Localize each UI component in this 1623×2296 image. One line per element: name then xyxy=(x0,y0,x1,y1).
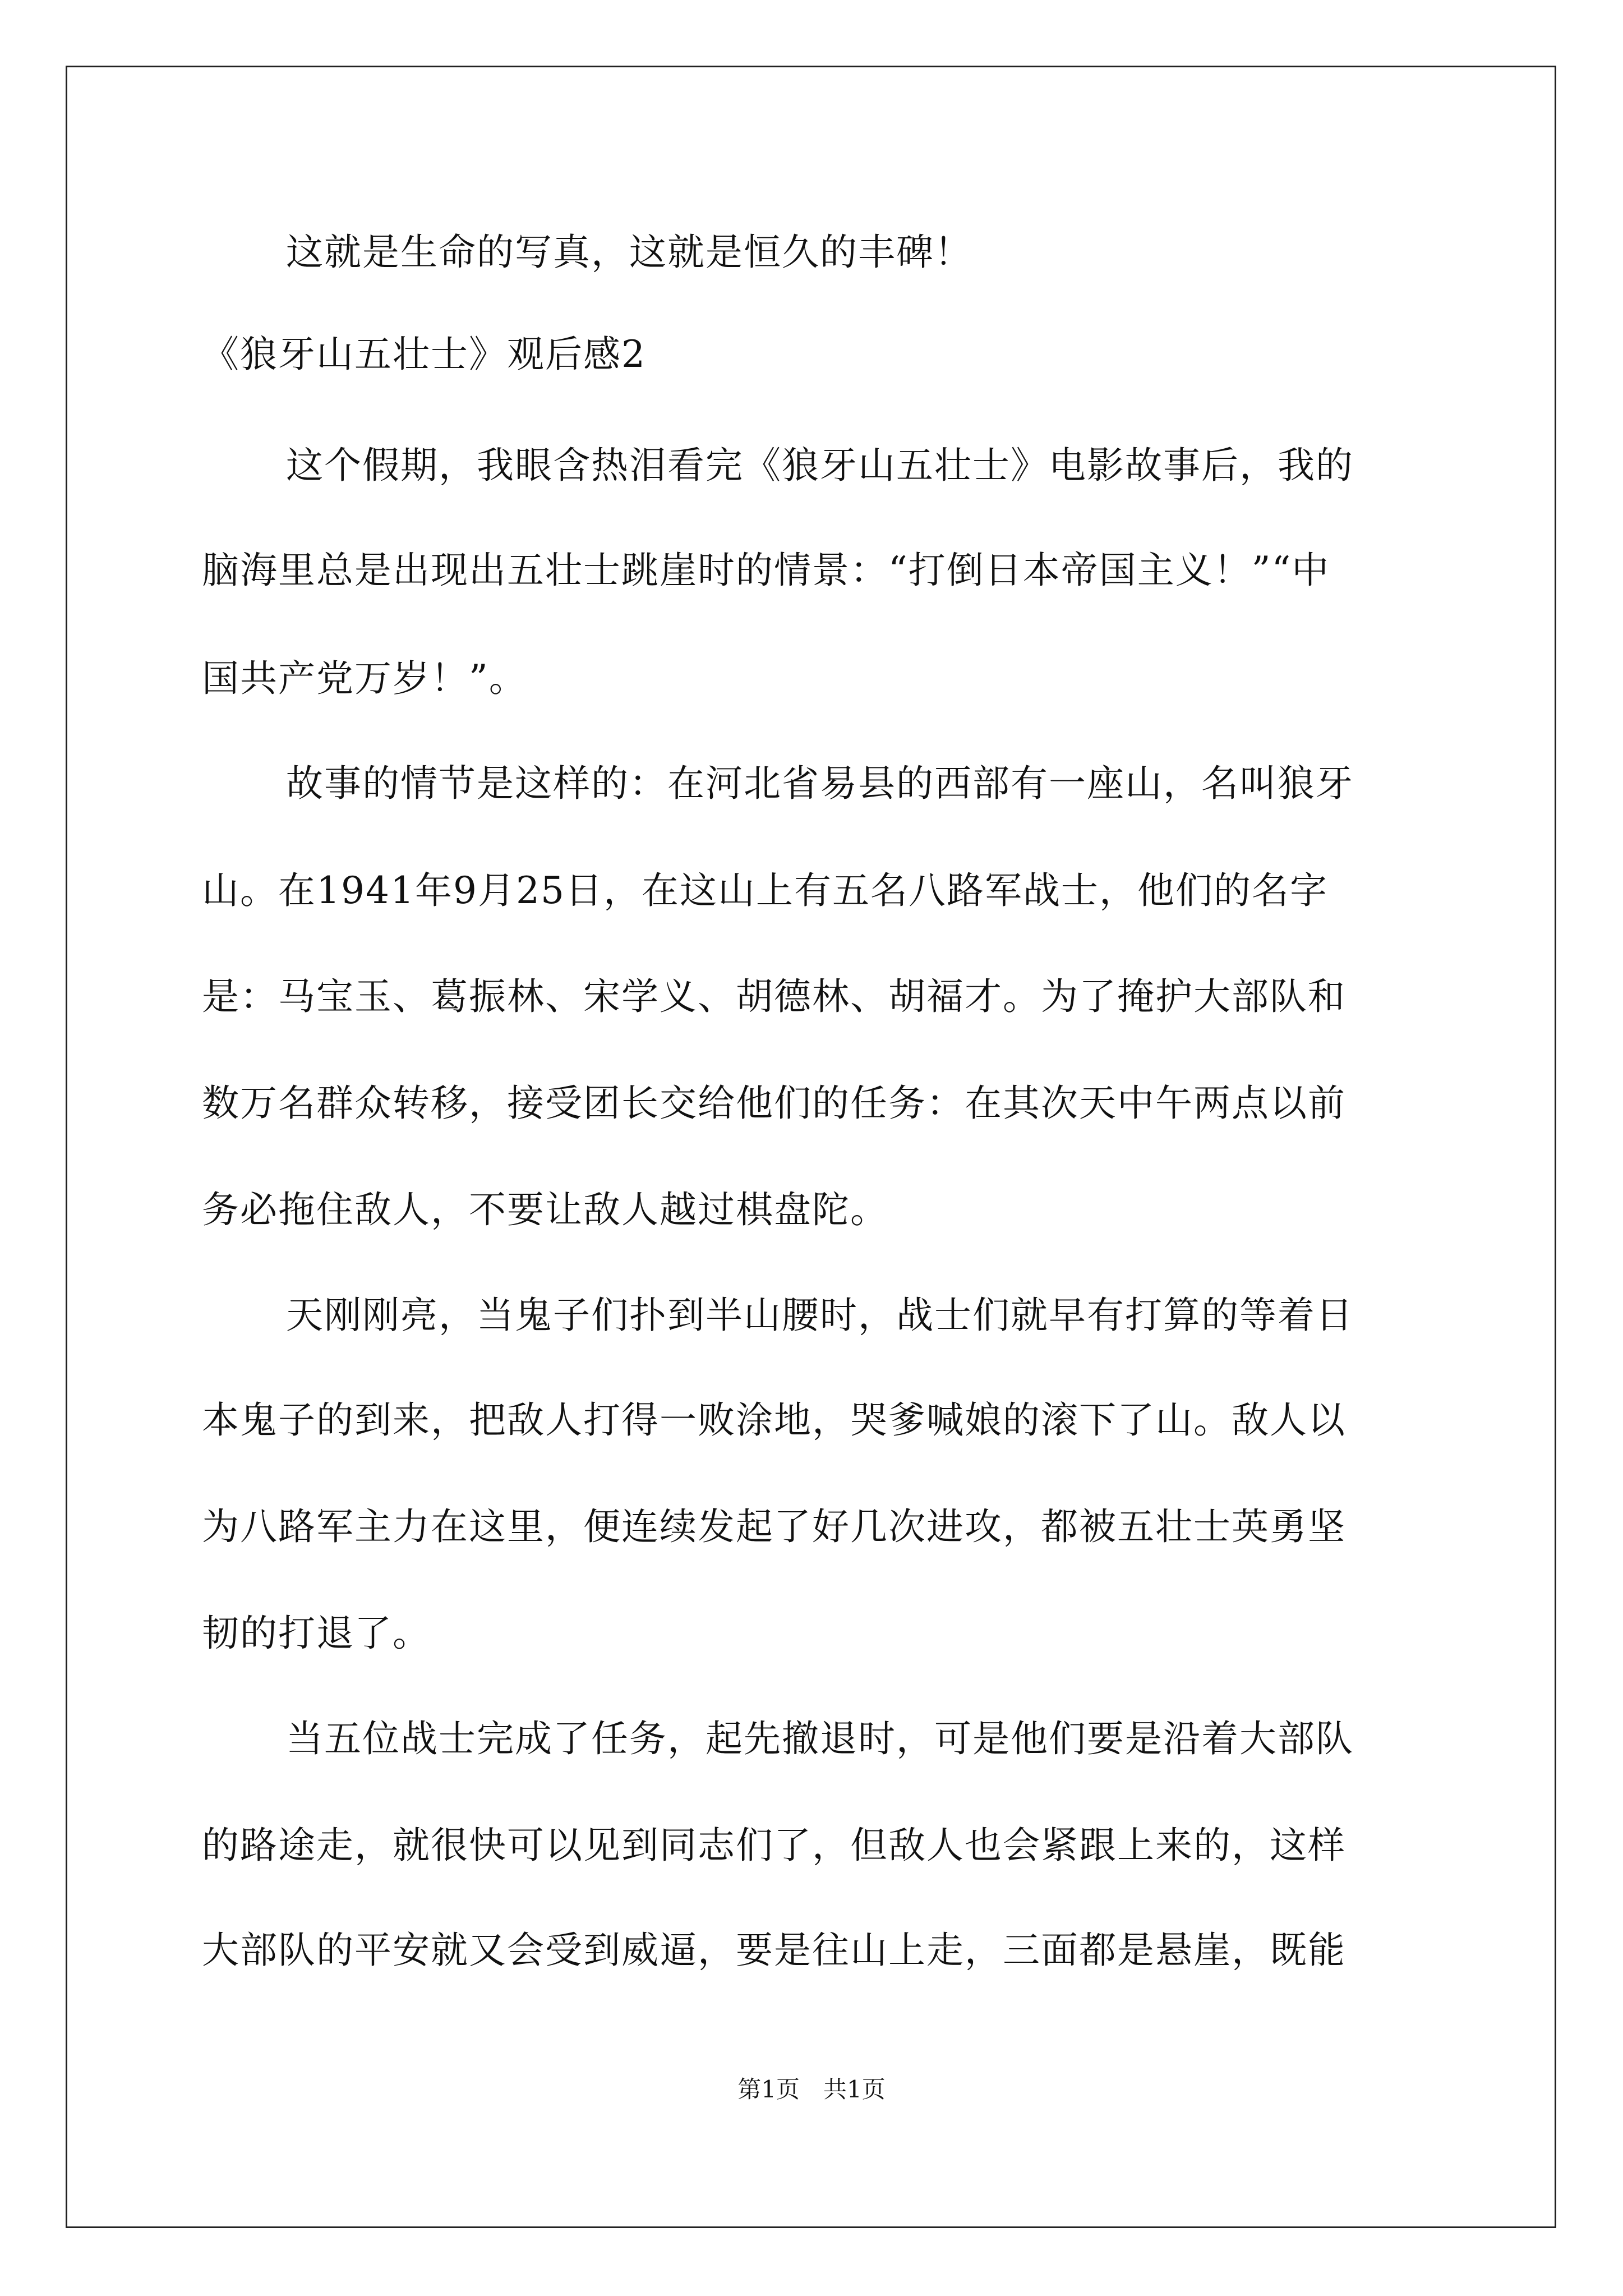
text-line: 脑海里总是出现出五壮士跳崖时的情景：“打倒日本帝国主义！”“中 xyxy=(202,549,1330,592)
text-line: 是：马宝玉、葛振林、宋学义、胡德林、胡福才。为了掩护大部队和 xyxy=(202,975,1346,1018)
text-line: 数万名群众转移，接受团长交给他们的任务：在其次天中午两点以前 xyxy=(202,1082,1346,1125)
text-line: 国共产党万岁！”。 xyxy=(202,657,527,700)
text-line: 务必拖住敌人，不要让敌人越过棋盘陀。 xyxy=(202,1188,888,1231)
section-title: 《狼牙山五壮士》观后感2 xyxy=(202,333,646,376)
text-line: 当五位战士完成了任务，起先撤退时，可是他们要是沿着大部队 xyxy=(286,1717,1354,1760)
text-line: 这个假期，我眼含热泪看完《狼牙山五壮士》电影故事后，我的 xyxy=(286,444,1354,487)
text-line: 山。在1941年9月25日，在这山上有五名八路军战士，他们的名字 xyxy=(202,869,1328,912)
text-line: 为八路军主力在这里，便连续发起了好几次进攻，都被五壮士英勇坚 xyxy=(202,1505,1346,1548)
text-line: 的路途走，就很快可以见到同志们了，但敌人也会紧跟上来的，这样 xyxy=(202,1824,1346,1867)
page-border xyxy=(66,66,1556,2228)
text-line: 故事的情节是这样的：在河北省易县的西部有一座山，名叫狼牙 xyxy=(286,762,1354,805)
text-line: 本鬼子的到来，把敌人打得一败涂地，哭爹喊娘的滚下了山。敌人以 xyxy=(202,1398,1346,1442)
text-line: 大部队的平安就又会受到威逼，要是往山上走，三面都是悬崖，既能 xyxy=(202,1929,1346,1972)
text-line: 天刚刚亮，当鬼子们扑到半山腰时，战士们就早有打算的等着日 xyxy=(286,1294,1354,1337)
page-footer: 第1页 共1页 xyxy=(737,2076,886,2103)
text-line: 韧的打退了。 xyxy=(202,1612,431,1655)
text-line: 这就是生命的写真，这就是恒久的丰碑！ xyxy=(286,231,972,274)
